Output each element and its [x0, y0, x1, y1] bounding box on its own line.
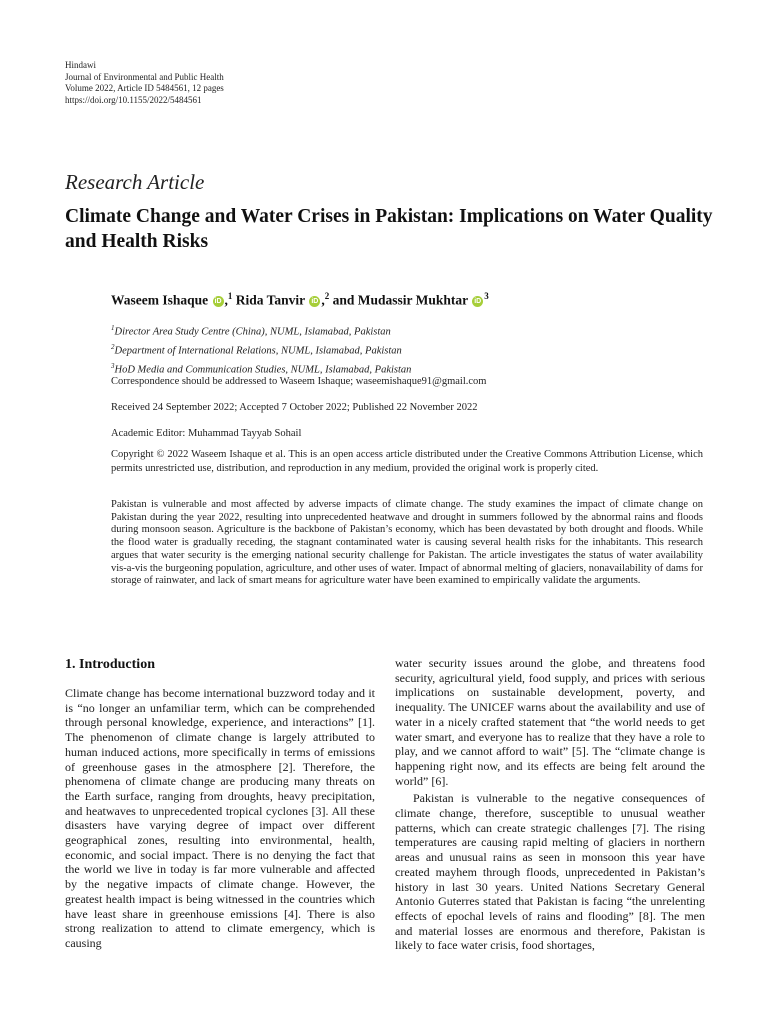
orcid-icon[interactable]: iD — [474, 297, 482, 305]
abstract-text: Pakistan is vulnerable and most affected by adverse impacts of climate change. The study examines the impact of climate change on Pakistan during the year 2022, resulting into unprecedented heatwave and drought in summers followed by the abnormal rains and floods during monsoon season. Agriculture is the backbone of Pakistan’s economy, which has been devastated by both drought and floods. While the flood water is gradually receding, the stagnant contaminated water is causing several health risks for the inhabitants. This research argues that water security is the emerging national security challenge for Pakistan. The article investigates the status of water availability vis-a-vis the burgeoning population, agriculture, and other uses of water. Impact of abnormal melting of glaciers, nonavailability of dams for storage of rainwater, and lack of smart means for agriculture water have been examined to empirically validate the arguments. — [111, 499, 703, 587]
body-paragraph: Climate change has become international buzzword today and it is “no longer an unfamiliar term, which can be comprehended through personal knowledge, experience, and interactions” [1]. The phenomenon of climate change is largely attributed to human induced actions, more specifically in terms of emissions of greenhouse gases in the atmosphere [2]. Therefore, the phenomena of climate change are producing many threats on the Earth surface, ranging from droughts, heavy precipitation, and heatwaves to unprecedented tropical cyclones [3]. All these disasters have varying degree of impact over different geographical zones, resulting into environmental, health, economic, and social impact. There is no denying the fact that the world we live in today is far more vulnerable and affected by the negative impacts of climate change. However, the greatest health impact is being witnessed in the countries which have least share in greenhouse emissions [4]. There is also strong realization to attend to climate emergency, which is causing — [65, 686, 375, 950]
affiliation-list — [111, 321, 411, 378]
journal-header — [65, 60, 224, 106]
body-column-right — [395, 656, 705, 953]
academic-editor: Academic Editor: Muhammad Tayyab Sohail — [111, 428, 302, 439]
affiliation-item: $^1$Director Area Study Centre (China), NUML, Islamabad, Pakistan — [111, 324, 391, 338]
orcid-icon[interactable]: iD — [311, 297, 319, 305]
orcid-icon[interactable]: iD — [214, 297, 222, 305]
body-paragraph: water security issues around the globe, and threatens food security, agricultural yield, food supply, and prices with serious implications on sustainable development, poverty, and inequality. The UNICEF warns about the availability and use of water in a nicely crafted statement that “the world needs to get water smart, and everyone has to realize that they have a role to play, and we cannot afford to wait” [5]. The “climate change is happening right now, and its effects are being felt around the world” [6]. — [395, 656, 705, 788]
body-paragraph: Pakistan is vulnerable to the negative consequences of climate change, therefore, susceptible to unusual weather patterns, which can create strategic challenges [7]. The rising temperatures are causing rapid melting of glaciers in northern areas and unusual rains as seen in monsoon this year have created mayhem through floods, unprecedented in Pakistan’s history in last 30 years. United Nations Secretary General Antonio Guterres stated that Pakistan is facing “the unrelenting effects of epochal levels of rains and flooding” [8]. The men and material losses are enormous and therefore, Pakistan is likely to face water crisis, food shortages, — [395, 791, 705, 953]
affiliation-item: $^2$Department of International Relations, NUML, Islamabad, Pakistan — [111, 343, 402, 357]
publisher-name: Hindawi — [65, 60, 96, 70]
article-type: Research Article — [65, 170, 205, 194]
author-name: Waseem Ishaque — [111, 292, 209, 308]
copyright-notice: Copyright © 2022 Waseem Ishaque et al. This is an open access article distributed under the Creative Commons Attribution License, which permits unrestricted use, distribution, and reproduction in any medium, provided the original work is properly cited. — [111, 449, 703, 474]
body-column-left — [65, 686, 375, 951]
correspondence-line: Correspondence should be addressed to Waseem Ishaque; waseemishaque91@gmail.com — [111, 376, 487, 387]
volume-line: Volume 2022, Article ID 5484561, 12 pages — [65, 83, 224, 93]
doi-link[interactable]: https://doi.org/10.1155/2022/5484561 — [65, 94, 202, 105]
author-affiliation-marker: 3 — [484, 291, 489, 301]
author-affiliation-marker: 2 — [324, 291, 330, 301]
section-heading: 1. Introduction — [65, 657, 155, 672]
affiliation-item: $^3$HoD Media and Communication Studies, NUML, Islamabad, Pakistan — [111, 362, 412, 376]
publication-dates: Received 24 September 2022; Accepted 7 October 2022; Published 22 November 2022 — [111, 402, 478, 413]
journal-name: Journal of Environmental and Public Health — [65, 71, 224, 82]
author-name: Rida Tanvir — [235, 292, 305, 308]
author-list: Waseem Ishaque iD ,$^1$ Rida Tanvir iD ,$^2$ and Mudassir Mukhtar $iD^3$ — [111, 291, 489, 308]
article-title: Climate Change and Water Crises in Pakistan: Implications on Water Quality and Health Risks — [65, 206, 713, 252]
author-name: and Mudassir Mukhtar — [332, 292, 468, 308]
author-affiliation-marker: 1 — [227, 291, 233, 301]
